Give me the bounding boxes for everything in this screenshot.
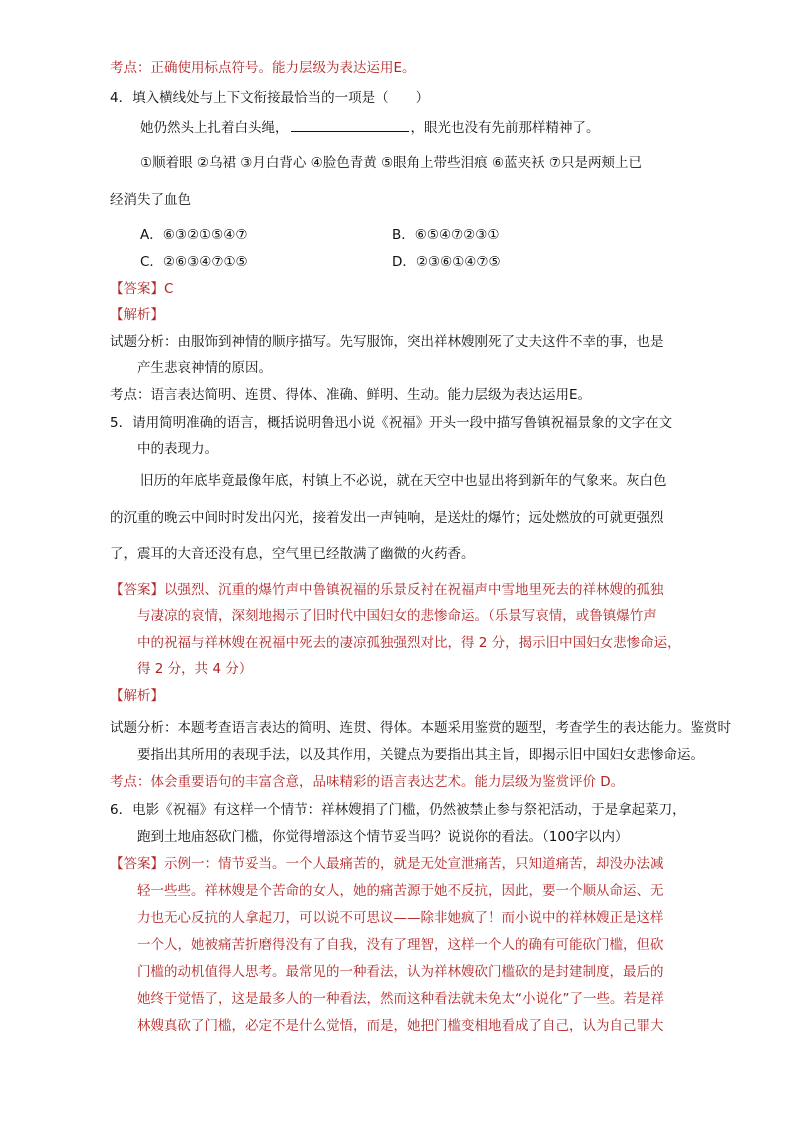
q6-answer-line4: 一个人，她被痛苦折磨得没有了自我，没有了理智，这样一个人的确有可能砍门槛，但砍 (137, 937, 664, 953)
q4-fill-blank (291, 117, 409, 132)
q5-answer-line2: 与凄凉的哀情，深刻地揭示了旧时代中国妇女的悲惨命运。（乐景写哀情，或鲁镇爆竹声 (137, 608, 657, 624)
q4-kaodian: 考点：语言表达简明、连贯、得体、准确、鲜明、生动。能力层级为表达运用E。 (110, 387, 592, 403)
q5-answer-line4: 得 2 分，共 4 分） (137, 661, 253, 677)
q5-kaodian: 考点：体会重要语句的丰富含意，品味精彩的语言表达艺术。能力层级为鉴赏评价 D。 (110, 774, 625, 790)
q4-sentence-start: 她仍然头上扎着白头绳， (140, 120, 289, 136)
q6-title-line1: 6．电影《祝福》有这样一个情节：祥林嫂捐了门槛，仍然被禁止参与祭祀活动，于是拿起菜刀， (110, 802, 686, 818)
q6-title-line2: 跑到土地庙怒砍门槛，你觉得增添这个情节妥当吗？说说你的看法。（100字以内） (137, 829, 629, 845)
q6-answer-line5: 门槛的动机值得人思考。最常见的一种看法，认为祥林嫂砍门槛砍的是封建制度，最后的 (137, 964, 664, 980)
q6-answer-line2: 轻一些些。祥林嫂是个苦命的女人，她的痛苦源于她不反抗，因此，要一个顺从命运、无 (137, 883, 664, 899)
q6-answer-line7: 林嫂真砍了门槛，必定不是什么觉悟，而是，她把门槛变相地看成了自己，认为自己罪大 (137, 1018, 664, 1034)
q6-answer-line1: 【答案】示例一：情节妥当。一个人最痛苦的，就是无处宣泄痛苦，只知道痛苦，却没办法减 (110, 856, 664, 872)
q5-answer-line3: 中的祝福与祥林嫂在祝福中死去的凄凉孤独强烈对比，得 2 分，揭示旧中国妇女悲惨命运， (137, 635, 681, 651)
q4-option-d: D．②③⑥①④⑦⑤ (392, 254, 501, 270)
q5-title-line1: 5．请用简明准确的语言，概括说明鲁迅小说《祝福》开头一段中描写鲁镇祝福景象的文字在文 (110, 415, 673, 431)
q5-analysis-line1: 试题分析：本题考查语言表达的简明、连贯、得体。本题采用鉴赏的题型，考查学生的表达能力。鉴赏时 (110, 720, 731, 736)
q4-sentence-end: ，眼光也没有先前那样精神了。 (410, 120, 600, 136)
q5-title-line2: 中的表现力。 (137, 441, 218, 457)
kaodian-prev: 考点：正确使用标点符号。能力层级为表达运用E。 (110, 60, 416, 76)
q4-option-b: B．⑥⑤④⑦②③① (392, 227, 500, 243)
q6-answer-line3: 力也无心反抗的人拿起刀，可以说不可思议——除非她疯了！而小说中的祥林嫂正是这样 (137, 910, 664, 926)
q5-answer-line1: 【答案】以强烈、沉重的爆竹声中鲁镇祝福的乐景反衬在祝福声中雪地里死去的祥林嫂的孤独 (110, 582, 664, 598)
q4-title: 4．填入横线处与上下文衔接最恰当的一项是（ ） (110, 90, 430, 106)
q6-answer-line6: 她终于觉悟了，这是最多人的一种看法，然而这种看法就未免太“小说化”了一些。若是祥 (137, 991, 664, 1007)
q5-passage-line1: 旧历的年底毕竟最像年底，村镇上不必说，就在天空中也显出将到新年的气象来。灰白色 (140, 473, 667, 489)
q4-sentence (140, 117, 600, 138)
q4-items-line2: 经消失了血色 (110, 192, 191, 208)
q4-analysis-line2: 产生悲哀神情的原因。 (137, 360, 272, 376)
q4-analysis-line1: 试题分析：由服饰到神情的顺序描写。先写服饰，突出祥林嫂刚死了丈夫这件不幸的事，也是 (110, 334, 664, 350)
q5-passage-line3: 了，震耳的大音还没有息，空气里已经散满了幽微的火药香。 (110, 546, 475, 562)
q5-passage-line2: 的沉重的晚云中间时时发出闪光，接着发出一声钝响，是送灶的爆竹；远处燃放的可就更强烈 (110, 510, 664, 526)
q4-option-c: C．②⑥③④⑦①⑤ (140, 254, 248, 270)
q4-analysis-tag: 【解析】 (110, 307, 164, 323)
q4-option-a: A．⑥③②①⑤④⑦ (140, 227, 248, 243)
q4-items-line1: ①顺着眼 ②乌裙 ③月白背心 ④脸色青黄 ⑤眼角上带些泪痕 ⑥蓝夹袄 ⑦只是两颊上已 (140, 155, 642, 171)
q4-answer (110, 279, 173, 299)
q5-analysis-tag: 【解析】 (110, 688, 164, 704)
answer-tag: 【答案】 (110, 281, 164, 297)
answer-value: C (164, 281, 174, 297)
q5-analysis-line2: 要指出其所用的表现手法，以及其作用，关键点为要指出其主旨，即揭示旧中国妇女悲惨命运。 (137, 747, 704, 763)
